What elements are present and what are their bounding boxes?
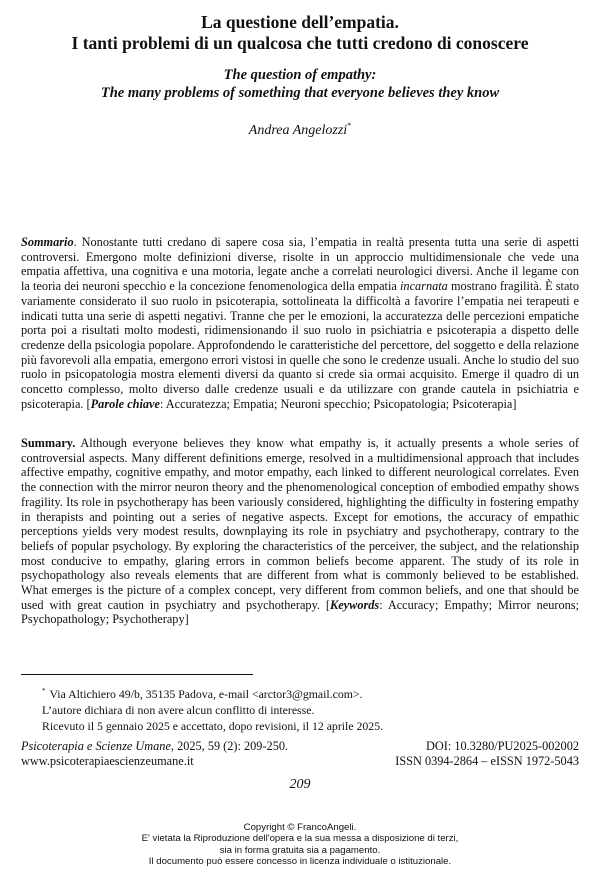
parole-chiave-list: : Accuratezza; Empatia; Neuroni specchio; Psicopatologia; Psicoterapia] bbox=[159, 396, 517, 411]
footnote-conflict: L’autore dichiara di non avere alcun conflitto di interesse. bbox=[42, 703, 315, 717]
copyright-line-2: E' vietata la Riproduzione dell'opera e la sua messa a disposizione di terzi, bbox=[141, 833, 459, 845]
keywords-list: : Accuracy; Empathy; Mirror neurons; Psychopathology; Psychotherapy] bbox=[21, 597, 580, 627]
footnote-address-line bbox=[21, 683, 581, 702]
sommario-text-1: . Nonostante tutti credano di sapere cosa sia, l’empatia in realtà presenta tutta una serie di aspetti controversi. Emergono molte definizioni diverse, risolte in un approccio multidimensionale che vede una empatia affettiva, una cognitiva e una motoria, legate anche a correlati neurologici diversi. Anche il legame con la teoria dei neuroni specchio e la concezione fenomenologica della empatia bbox=[21, 235, 579, 294]
footnote-marker: * bbox=[42, 687, 46, 695]
keywords-label: Keywords bbox=[330, 597, 380, 612]
sommario-abstract bbox=[21, 235, 579, 411]
citation-block bbox=[21, 739, 579, 769]
summary-text: Although everyone believes they know what empathy is, it actually presents a whole series of controversial aspects. Many different definitions emerge, resolved in a multidimensional approach that includes affective empathy, cognitive empathy, and motor empathy, each linked to different neurological correlates. Even the connection with the mirror neuron theory and the phenomenological conception of embodied empathy shows fragility. Its role in psychotherapy has been variously considered, highlighting the difficulty in fostering empathy in therapists and pointing out a series of negative aspects. Except for emotions, the accuracy of empathic perceptions yields very modest results, downplaying its role in psychiatry and psychotherapy, contrary to the beliefs of popular psychology. By exploring the characteristics of the perceiver, the subject, and the relationship most conducive to empathy, glaring errors in common beliefs become apparent. The study of its role in psychopathology also reveals elements that are different from what is commonly believed to be established. What emerges is the picture of a complex concept, very different from common beliefs, and one that should be used with great caution in psychiatry and psychotherapy. [ bbox=[21, 436, 579, 612]
sommario-emphasis: incarnata bbox=[400, 279, 448, 294]
citation-row-1 bbox=[21, 739, 579, 754]
summary-label: Summary. bbox=[21, 436, 76, 450]
footnote-address: Via Altichiero 49/b, 35135 Padova, e-mail <arctor3@gmail.com>. bbox=[49, 687, 363, 701]
issn: ISSN 0394-2864 – eISSN 1972-5043 bbox=[395, 754, 579, 768]
copyright-line-3: sia in forma gratuita sia a pagamento. bbox=[219, 844, 381, 856]
author-footnote-marker: * bbox=[347, 121, 352, 130]
english-title-line-1: The question of empathy: bbox=[223, 67, 377, 83]
citation-reference bbox=[21, 739, 288, 754]
doi: DOI: 10.3280/PU2025-002002 bbox=[425, 739, 579, 753]
copyright-line-4: Il documento può essere concesso in licenza individuale o istituzionale. bbox=[148, 855, 452, 867]
italian-title-line-2: I tanti problemi di un qualcosa che tutti credono di conoscere bbox=[71, 33, 529, 53]
sommario-label: Sommario bbox=[21, 235, 74, 249]
volume-pages: , 2025, 59 (2): 209-250. bbox=[170, 739, 289, 753]
citation-row-2 bbox=[21, 754, 579, 769]
italian-title-line-1: La questione dell’empatia. bbox=[201, 12, 399, 32]
english-title bbox=[0, 66, 600, 102]
summary-abstract bbox=[21, 436, 579, 627]
author-name: Andrea Angelozzi bbox=[248, 123, 348, 138]
english-title-line-2: The many problems of something that everyone believes they know bbox=[100, 85, 500, 101]
page-number: 209 bbox=[289, 777, 311, 792]
parole-chiave-label: Parole chiave bbox=[90, 396, 160, 411]
copyright-line-1: Copyright © FrancoAngeli. bbox=[243, 822, 357, 833]
footnote-received: Ricevuto il 5 gennaio 2025 e accettato, dopo revisioni, il 12 aprile 2025. bbox=[42, 719, 384, 733]
footnote bbox=[21, 683, 581, 734]
italian-title bbox=[0, 12, 600, 54]
author-line bbox=[0, 121, 600, 139]
copyright-notice bbox=[0, 822, 600, 867]
journal-website: www.psicoterapiaescienzeumane.it bbox=[21, 754, 194, 768]
footnote-divider bbox=[21, 674, 253, 675]
sommario-text-2: mostrano fragilità. È stato variamente considerato il suo ruolo in psicoterapia, sottolineata la difficoltà a favorire l’empatia nei terapeuti e indicati tutta una serie di aspetti negativi. Tranne che per le emozioni, la accuratezza delle percezioni empatiche porta poi a risultati molto modesti, ridimensionando il suo ruolo in psichiatria e psicoterapia a dispetto delle credenze della psicologia popolare. Approfondendo le caratteristiche del percettore, del soggetto e della relazione più favorevoli alla empatia, emergono errori vistosi in quelle che sono le credenze usuali. Anche lo studio del suo ruolo in psicopatologia mostra elementi diversi da quanto si crede sia ormai acquisito. Emerge il quadro di un concetto complesso, molto diverso dalle credenze usuali e da utilizzare con grande cautela in psichiatria e psicoterapia. [ bbox=[21, 279, 579, 411]
journal-name: Psicoterapia e Scienze Umane bbox=[21, 739, 171, 753]
